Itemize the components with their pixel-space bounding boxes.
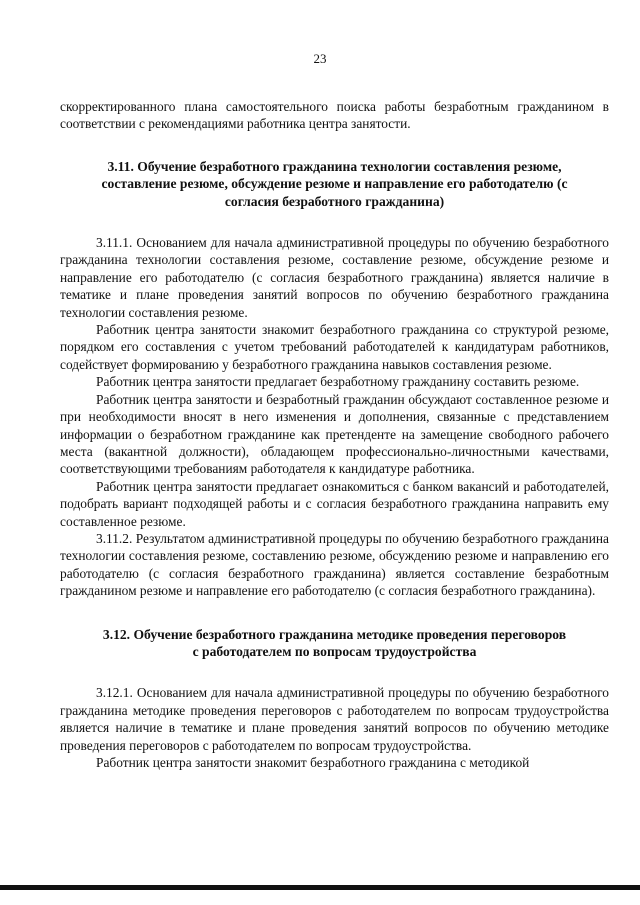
paragraph: Работник центра занятости знакомит безработного гражданина со структурой резюме, порядком его составления с учетом требований работодателей к кандидатурам работников, содействует формированию у безработного гражданина навыков составления резюме. [60, 322, 609, 372]
page-number: 23 [313, 51, 327, 66]
paragraph: Работник центра занятости предлагает безработному гражданину составить резюме. [96, 374, 580, 390]
paragraph: Работник центра занятости и безработный гражданин обсуждают составленное резюме и при необходимости вносят в него изменения и дополнения, связанные с представлением информации о безработном гражданине как претенденте на замещение свободного рабочего места (вакантной должности), обладающем профессионально-личностными качествами, соответствующими требованиям работодателя к кандидатуре работника. [60, 391, 609, 477]
paragraph-continuation: скорректированного плана самостоятельного поиска работы безработным гражданином в соответствии с рекомендациями работника центра занятости. [60, 99, 609, 132]
paragraph: 3.11.1. Основанием для начала административной процедуры по обучению безработного гражданина технологии составления резюме, составление резюме, обсуждение резюме и направление его работодателю (с согласия безработного гражданина) является наличие в тематике и плане проведения занятий вопросов по обучению безработного гражданина технологии составления резюме. [60, 235, 609, 320]
paragraph: Работник центра занятости знакомит безработного гражданина с методикой [96, 755, 530, 770]
paragraph: 3.12.1. Основанием для начала административной процедуры по обучению безработного гражданина методике проведения переговоров с работодателем по вопросам трудоустройства является наличие в тематике и плане проведения занятий вопросов по обучению методике проведения переговоров с работодателем по вопросам трудоустройства. [60, 685, 609, 753]
section-heading-3-11: 3.11. Обучение безработного гражданина технологии составления резюме, составление резюме, обсуждение резюме и направление его работодателю (с согласия безработного гражданина) [101, 158, 568, 209]
section-heading-3-12: 3.12. Обучение безработного гражданина методике проведения переговоров с работодателем по вопросам трудоустройства [102, 626, 567, 659]
paragraph: Работник центра занятости предлагает ознакомиться с банком вакансий и работодателей, подобрать вариант подходящей работы и с согласия безработного гражданина направить ему составленное резюме. [60, 478, 609, 529]
bottom-border-line [0, 885, 640, 890]
document-body [60, 98, 609, 771]
paragraph: 3.11.2. Результатом административной процедуры по обучению безработного гражданина технологии составления резюме, составлению резюме, обсуждению резюме и направлению его работодателю (с согласия безработного гражданина) является составление безработным гражданином резюме и направление его работодателю (с согласия безработного гражданина). [60, 530, 609, 599]
